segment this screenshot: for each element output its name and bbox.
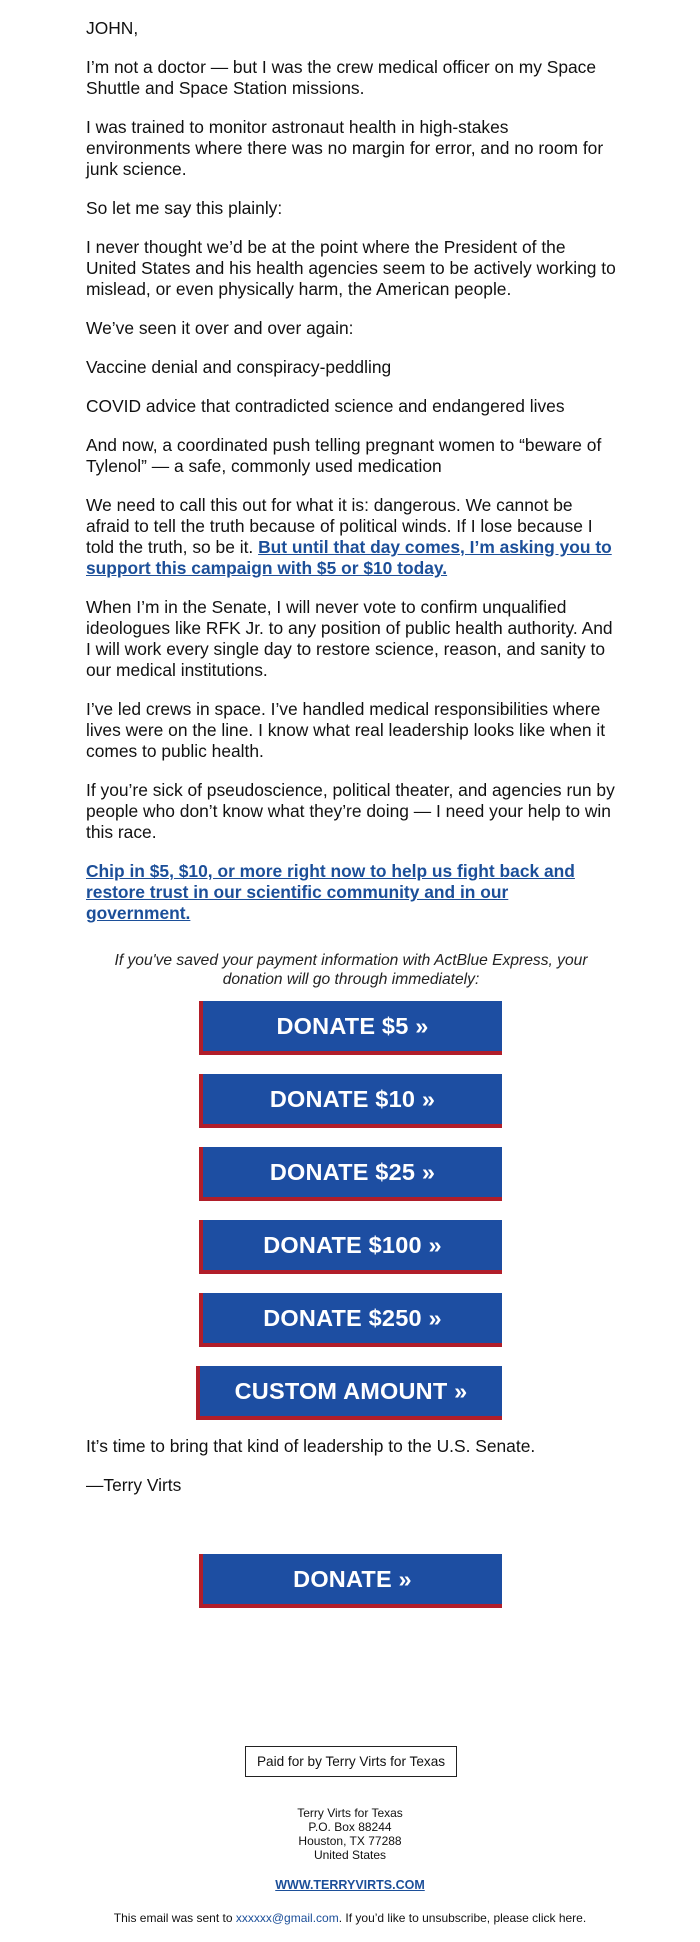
chip-in-link[interactable]: Chip in $5, $10, or more right now to help us fight back and restore trust in our scientific community and in our government. [86, 861, 575, 923]
paragraph-5: We’ve seen it over and over again: [86, 318, 354, 338]
custom-amount-button[interactable]: CUSTOM AMOUNT » [196, 1366, 502, 1420]
address-line-3: Houston, TX 77288 [298, 1834, 402, 1848]
signature: —Terry Virts [86, 1475, 182, 1495]
paragraph-4: I never thought we’d be at the point where the President of the United States and his health agencies seem to be actively working to mislead, or even physically harm, the American people. [86, 237, 616, 299]
address-line-2: P.O. Box 88244 [308, 1820, 392, 1834]
support-campaign-link[interactable]: But until that day comes, I’m asking you to support this campaign with $5 or $10 today. [86, 537, 612, 578]
donate-10-button[interactable]: DONATE $10 » [199, 1074, 502, 1128]
website-link[interactable]: WWW.TERRYVIRTS.COM [275, 1878, 425, 1892]
paragraph-9 [86, 495, 616, 579]
paragraph-8: And now, a coordinated push telling pregnant women to “beware of Tylenol” — a safe, commonly used medication [86, 435, 602, 476]
sent-to-notice [0, 1911, 700, 1925]
paragraph-6: Vaccine denial and conspiracy-peddling [86, 357, 392, 377]
cta-paragraph [86, 861, 616, 924]
sent-prefix: This email was sent to [113, 1911, 236, 1925]
donate-100-button[interactable]: DONATE $100 » [199, 1220, 502, 1274]
donate-250-button[interactable]: DONATE $250 » [199, 1293, 502, 1347]
paragraph-7: COVID advice that contradicted science and endangered lives [86, 396, 565, 416]
paragraph-11: I’ve led crews in space. I’ve handled medical responsibilities where lives were on the line. I know what real leadership looks like when it comes to public health. [86, 699, 606, 761]
paragraph-3: So let me say this plainly: [86, 198, 283, 218]
paragraph-10: When I’m in the Senate, I will never vote to confirm unqualified ideologues like RFK Jr. to any position of public health authority. And I will work every single day to restore science, reason, and sanity to our medical institutions. [86, 597, 613, 680]
website-row [0, 1878, 700, 1892]
unsubscribe-text[interactable]: . If you’d like to unsubscribe, please click here. [338, 1911, 587, 1925]
mailing-address [0, 1806, 700, 1862]
paragraph-1: I’m not a doctor — but I was the crew medical officer on my Space Shuttle and Space Station missions. [86, 57, 597, 98]
donate-button[interactable]: DONATE » [199, 1554, 502, 1608]
closing-line: It’s time to bring that kind of leadership to the U.S. Senate. [86, 1436, 536, 1456]
paragraph-9-text: We need to call this out for what it is: dangerous. We cannot be afraid to tell the truth because of political winds. If I lose because I told the truth, so be it. [86, 495, 593, 557]
greeting: JOHN, [86, 18, 139, 38]
address-line-1: Terry Virts for Texas [297, 1806, 403, 1820]
donate-25-button[interactable]: DONATE $25 » [199, 1147, 502, 1201]
recipient-email-link[interactable]: xxxxxx@gmail.com [235, 1911, 339, 1925]
paid-for-disclaimer: Paid for by Terry Virts for Texas [245, 1746, 457, 1777]
email-content [86, 18, 616, 942]
paragraph-2: I was trained to monitor astronaut health in high-stakes environments where there was no margin for error, and no room for junk science. [86, 117, 604, 179]
address-line-4: United States [313, 1848, 387, 1862]
actblue-express-note: If you've saved your payment information with ActBlue Express, your donation will go through immediately: [114, 952, 588, 988]
paragraph-12: If you’re sick of pseudoscience, political theater, and agencies run by people who don’t know what they’re doing — I need your help to win this race. [86, 780, 615, 842]
donate-5-button[interactable]: DONATE $5 » [199, 1001, 502, 1055]
